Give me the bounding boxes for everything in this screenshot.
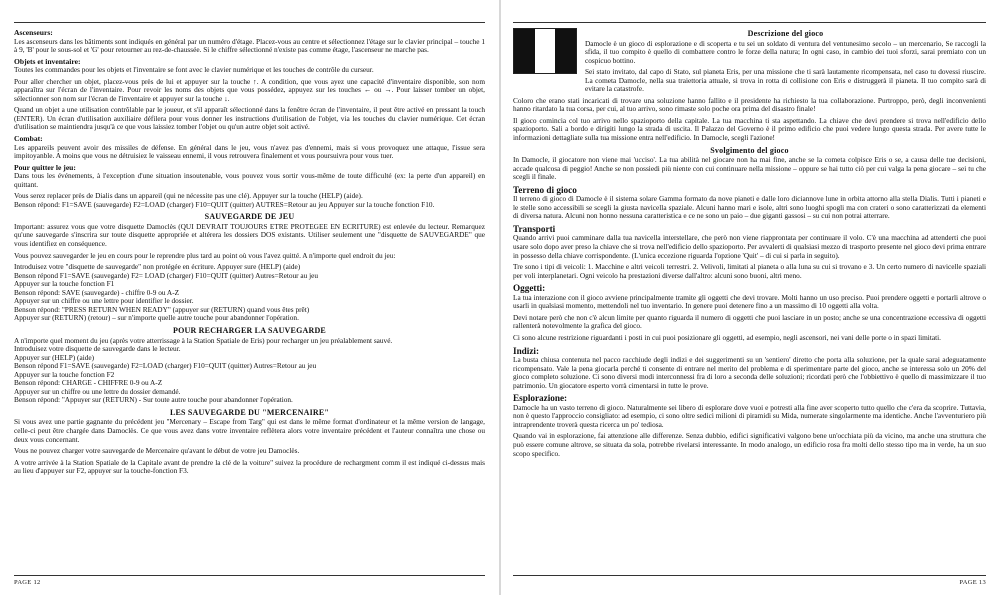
instruction-line: A n'importe quel moment du jeu (après votre atterrissage à la Station Spatiale de Eris) pour recharger un jeu préalablement sauvé.: [14, 335, 393, 345]
paragraph: Si vous avez une partie gagnante du précédent jeu "Mercenary – Escape from Targ" qui est dans le même format d'ordinateur et la même version de langage, celle-ci peut être chargée dans Damoclès. Ce que vous avez dans votre inventaire reflètera alors votre inventaire précédent et l'auteur connaîtra une chose ou deux vous concernant.: [14, 417, 485, 444]
right-page-content: [513, 26, 986, 461]
instruction-line: Appuyer sur (RETURN) (retour) – sur n'importe quelle autre touche pour abandonner l'opération.: [14, 313, 299, 323]
paragraph: Quando vai in esplorazione, fai attenzione alle differenze. Senza dubbio, edifici significativi valgono bene un'occhiata più da vicino, ma anche una struttura che può essere comune altrove, se situata da sola, potrebbe rivelarsi interessante. In modo analogo, un edificio rosa fra molti dello stesso tipo ma in verde, ha un suo scopo specifico.: [513, 431, 986, 458]
instruction-line: Introduisez votre disquette de sauvegarde dans le lecteur.: [14, 344, 181, 354]
section-heading: POUR RECHARGER LA SAUVEGARDE: [173, 325, 326, 335]
instruction-line: Appuyer sur la touche fonction F1: [14, 279, 115, 289]
paragraph: Il terreno di gioco di Damocle è il sistema solare Gamma formato da nove pianeti e dalle loro diciannove lune in orbita attorno alla stella Dialis. Tutti i pianeti e le stelle sono accessibili se scegli la giusta navicella spaziale. Alcuni hanno mari e isole, altri sono luoghi spogli ma con crateri o sono caratterizzati da elementi di diversa natura. Alcuni non honno nessuna caratteristica e ce ne sono un paio – due giganti gassosi – su cui non potrai atterrare.: [513, 194, 986, 221]
paragraph: Il gioco comincia col tuo arrivo nello spazioporto della capitale. La tua macchina ti sta aspettando. La chiave che devi prendere si trova nell'edificio dello spazioporto. Sali a bordo e dirigiti lungo la strada di uscita. Il Palazzo del Governo è il primo edificio che puoi vedere lungo questa strada. Per avere tutte le informazioni dettagliate sulla tua missione entra nell'edificio. In Damocle, scegli l'azione!: [513, 115, 986, 143]
instruction-line: Appuyer sur la touche fonction F2: [14, 369, 115, 379]
paragraph: Sei stato invitato, dal capo di Stato, sul pianeta Eris, per una missione che ti sarà lautamente ricompensata, nel caso tu dovessi riuscire. La cometa Damocle, nella sua traiettoria attuale, si trova in rotta di collisione con Eris e distruggerà il pianeta. Il tuo compito sarà di evitare la catastrofe.: [585, 67, 986, 94]
instruction-line: Benson répond F1=SAVE (sauvegarde) F2= LOAD (charger) F10=QUIT (quitter) Autres=Retour au jeu: [14, 270, 319, 280]
paragraph: Les appareils peuvent avoir des missiles de défense. En général dans le jeu, vous n'avez pas d'ennemi, mais si vous provoquez une attaque, l'issue sera impitoyanble. A moins que vous ne détruisiez le vaisseau ennemi, il vous retrouvera finalement et vous poursuivra pour vous tuer.: [14, 142, 485, 161]
instruction-line: Benson répond: SAVE (sauvegarde) - chiffre 0-9 ou A-Z: [14, 287, 180, 297]
bottom-rule: [513, 575, 986, 576]
paragraph: In Damocle, il giocatore non viene mai 'ucciso'. La tua abilità nel giocare non ha mai fine, anche se la cometa colpisce Eris o se, a causa delle tue decisioni, accade qualcosa di peggio! Anche se non possiedi più niente con cui continuare nella missione – oppure se hai tutto ciò per cui valga la pena giocare – sei tu che scegli il finale.: [513, 155, 986, 182]
paragraph: Quando arrivi puoi camminare dalla tua navicella interstellare, che però non viene riapprontata per continuare il volo. C'è una macchina ad attenderti che puoi usare solo dopo aver preso la chiave che si trova nell'edificio dello spazioporto. Per avvalerti di qualsiasi mezzo di trasporto presente nel gioco devi prima entrare in possesso della chiave corrispondente. (L'unica eccezione riguarda l'opzione 'Quit' – di cui si parla in seguito).: [513, 233, 986, 260]
paragraph: La busta chiusa contenuta nel pacco racchiude degli indizi e dei suggerimenti su un 'sentiero' diretto che porta alla soluzione, per la quale sarai adeguatamente ricompensato. Vale la pena giocarla perché ti consente di entrare nel merito del problema e di sperimentare parte del gioco, anche se interessa solo un 20% del gioco completo soluzione. Ci sono diversi modi interconnessi fra di loro a seconda delle soluzioni; ricordati però che l'obbiettivo è quello di massimizzare il tuo patrimonio. Un giocatore esperto vorrà cimentarsi in tutte le prove.: [513, 355, 986, 390]
paragraph: Vous pouvez sauvegarder le jeu en cours pour le reprendre plus tard au point où vous l'avez quitté. A n'importe quel endroit du jeu:: [14, 250, 396, 260]
subsection-heading: Esplorazione:: [513, 393, 568, 404]
intro-section: [585, 30, 986, 94]
paragraph: Pour aller chercher un objet, placez-vous près de lui et appuyer sur la touche ↑. A condition, que vous ayez une capacité d'inventaire disponible, son nom apparaîtra sur l'écran de l'inventaire. Pour revoir les noms des objets que vous possédez, appuyez sur les touches ← ou →. Pour laisser tomber un objet, sélectionner son nom sur l'écran de l'inventaire et appuyer sur la touche ↓.: [14, 76, 485, 103]
instruction-line: Benson répond: CHARGE - CHIFFRE 0-9 ou A-Z: [14, 378, 163, 388]
paragraph: Coloro che erano stati incaricati di trovare una soluzione hanno fallito e il presidente ha richiesto la tua collaborazione. Purtroppo, però, degli inconvenienti hanno ritardato la tua corsa, per cui, al tuo arrivo, sono rimaste solo poche ora prima del disastro finale!: [513, 95, 986, 114]
subsection-heading: Pour quitter le jeu:: [14, 162, 76, 172]
section-heading: LES SAUVEGARDE DU "MERCENAIRE": [169, 407, 330, 417]
instruction-lines: [14, 337, 485, 405]
right-blocks: [513, 97, 986, 458]
subsection-heading: Terreno di gioco: [513, 184, 577, 195]
instruction-line: Benson répond: "Appuyer sur (RETURN) - Sur toute autre touche pour abandonner l'opération.: [14, 395, 293, 405]
paragraph: Damocle è un gioco di esplorazione e di scoperta e tu sei un soldato di ventura del ventunesimo secolo – un mercenario, Se raccogli la sfida, il tuo compito è quello di combattere contro le forze della natura; In ogni caso, in cambio dei tuoi sforzi, sarai premiato con un cospicuo bottino.: [585, 38, 986, 65]
paragraph: La tua interazione con il gioco avviene principalmente tramite gli oggetti che devi trovare. Molti hanno un uso preciso. Puoi prendere oggetti e portarli altrove o usarli in qualsiasi momento, mettendoli nel tuo inventario. In genere puoi detenere fino a un massimo di 10 oggetti alla volta.: [513, 292, 986, 311]
instruction-line: Benson répond: "PRESS RETURN WHEN READY" (appuyer sur (RETURN) quand vous êtes prêt): [14, 304, 310, 314]
instruction-line: Benson répond F1=SAVE (sauvegarde) F2=LOAD (charger) F10=QUIT (quitter) Autres=Retour au jeu: [14, 361, 317, 371]
subsection-heading: Transporti: [513, 223, 556, 234]
instruction-lines: [14, 447, 485, 456]
instruction-line: Benson répond: F1=SAVE (sauvegarde) F2=LOAD (charger) F10=QUIT (quitter) AUTRES=Retour au jeu Appuyer sur la touche fonction F10.: [14, 199, 435, 209]
page-fold: [499, 0, 501, 595]
subsection-heading: Ascenseurs:: [14, 28, 53, 37]
instruction-line: Appuyer sur un chiffre ou une lettre pour identifier le dossier.: [14, 296, 194, 306]
page-number: PAGE 12: [14, 579, 41, 586]
top-rule: [513, 22, 986, 23]
paragraph: A votre arrivée à la Station Spatiale de la Capitale avant de prendre la clé de la voiture" suivez la procédure de rechargment comm il est indiqué ci-dessus mais au lieu d'appuyer sur F2, appuyer sur la touche-fonction F3.: [14, 457, 485, 476]
subsection-heading: Combat:: [14, 134, 43, 144]
section-heading: Svolgimento del gioco: [710, 145, 789, 155]
section-heading: SAUVEGARDE DE JEU: [204, 212, 295, 222]
section-heading: Descrizione del gioco: [747, 29, 824, 38]
paragraph: Damocle ha un vasto terreno di gioco. Naturalmente sei libero di esplorare dove vuoi e potresti alla fine aver scoperto tutto quello che c'era da scoprire. Tuttavia, non è questo l'approccio consigliato: ad esempio, ci sono oltre sedici milioni di piramidi su Mida, numerate singolarmente ma identiche. Anche l'avventuriero più intraprendente troverà questa ricerca un po' tediosa.: [513, 402, 986, 429]
page-number: PAGE 13: [959, 579, 986, 586]
subsection-heading: Oggetti:: [513, 283, 546, 294]
right-page: [503, 0, 1000, 595]
instruction-lines: [14, 192, 485, 209]
paragraph: Ci sono alcune restrizione riguardanti i posti in cui puoi posizionare gli oggetti, ad esempio, negli ascensori, nei vani delle porte o in spazi limitati.: [513, 332, 941, 342]
top-rule: [14, 22, 485, 23]
paragraph: Toutes les commandes pour les objets et l'inventaire se font avec le clavier numérique et les touches de contrôle du curseur.: [14, 65, 374, 75]
instruction-line: Vous ne pouvez charger votre sauvegarde de Mercenaire qu'avant le début de votre jeu Damoclès.: [14, 446, 300, 456]
paragraph: Dans tous les événements, à l'exception d'une situation insoutenable, vous pouvez vous sortir vous-même de toute difficulté (ex: la perte d'un appareil) en quittant.: [14, 171, 485, 189]
subsection-heading: Objets et inventaire:: [14, 56, 81, 66]
left-page-content: [14, 26, 485, 479]
instruction-line: Appuyer sur un chiffre ou une lettre du dossier demandé.: [14, 386, 181, 396]
paragraph: Quand un objet a une utilisation contrôlable par le joueur, et s'il apparaît sélectionné dans la fenêtre écran de l'inventaire, il peut être activé en pressant la touch (ENTER). Un écran d'utilisation auxiliaire défilera pour vous donner les instructions d'utilisation de l'objet, via les touches du clavier numérique. Cet écran d'utilisation se maintiendra jusqu'à ce que vous laissiez tomber l'objet ou qu'un autre objet soit activé.: [14, 105, 485, 132]
left-page: [0, 0, 497, 595]
instruction-line: Appuyer sur (HELP) (aide): [14, 352, 95, 362]
paragraph: Important: assurez vous que votre disquette Damoclès (QUI DEVRAIT TOUJOURS ETRE PROTEGEE EN ECRITURE) est enlevée du lecteur. Remarquez qu'une sauvegarde s'inscrira sur toute disquette appropriée et altérera les dossiers DOS existants. Utiliser seulement une "disquette de SAUVEGARDE" que vous identifiez en conséquence.: [14, 221, 485, 249]
instruction-line: Vous serez replacer près de Dialis dans un appareil (qui ne nécessite pas une clé). Appuyer sur la touche (HELP) (aide).: [14, 191, 363, 201]
instruction-lines: [14, 263, 485, 323]
bottom-rule: [14, 575, 485, 576]
subsection-heading: Indizi:: [513, 345, 540, 356]
paragraph: Devi notare però che non c'è alcun limite per quanto riguarda il numero di oggetti che puoi lasciare in un posto; anche se una concentrazione eccessiva di oggetti rallenterà notevolmente la grafica del gioco.: [513, 312, 986, 331]
paragraph: Les ascenseurs dans les bâtiments sont indiqués en général par un numéro d'étage. Placez-vous au centre et sélectionnez l'étage sur le clavier principal – touche 1 à 9, 'B' pour le sous-sol et 'G' pour retourner au rez-de-chaussée. Si le chiffre sélectionné n'existe pas comme étage, l'ascenseur ne marche pas.: [14, 36, 485, 55]
paragraph: Tre sono i tipi di veicoli: 1. Macchine e altri veicoli terrestri. 2. Velivoli, limitati al pianeta o alla luna su cui si trovano e 3. Un certo numero di navicelle spaziali per voli interplanetari. Ogni veicolo ha prestazioni diverse dall'altro: alcuni sono buoni, altri meno.: [513, 262, 986, 280]
instruction-line: Introduisez votre "disquette de sauvegarde" non protégée en écriture. Appuyer sure (HELP) (aide): [14, 262, 301, 272]
